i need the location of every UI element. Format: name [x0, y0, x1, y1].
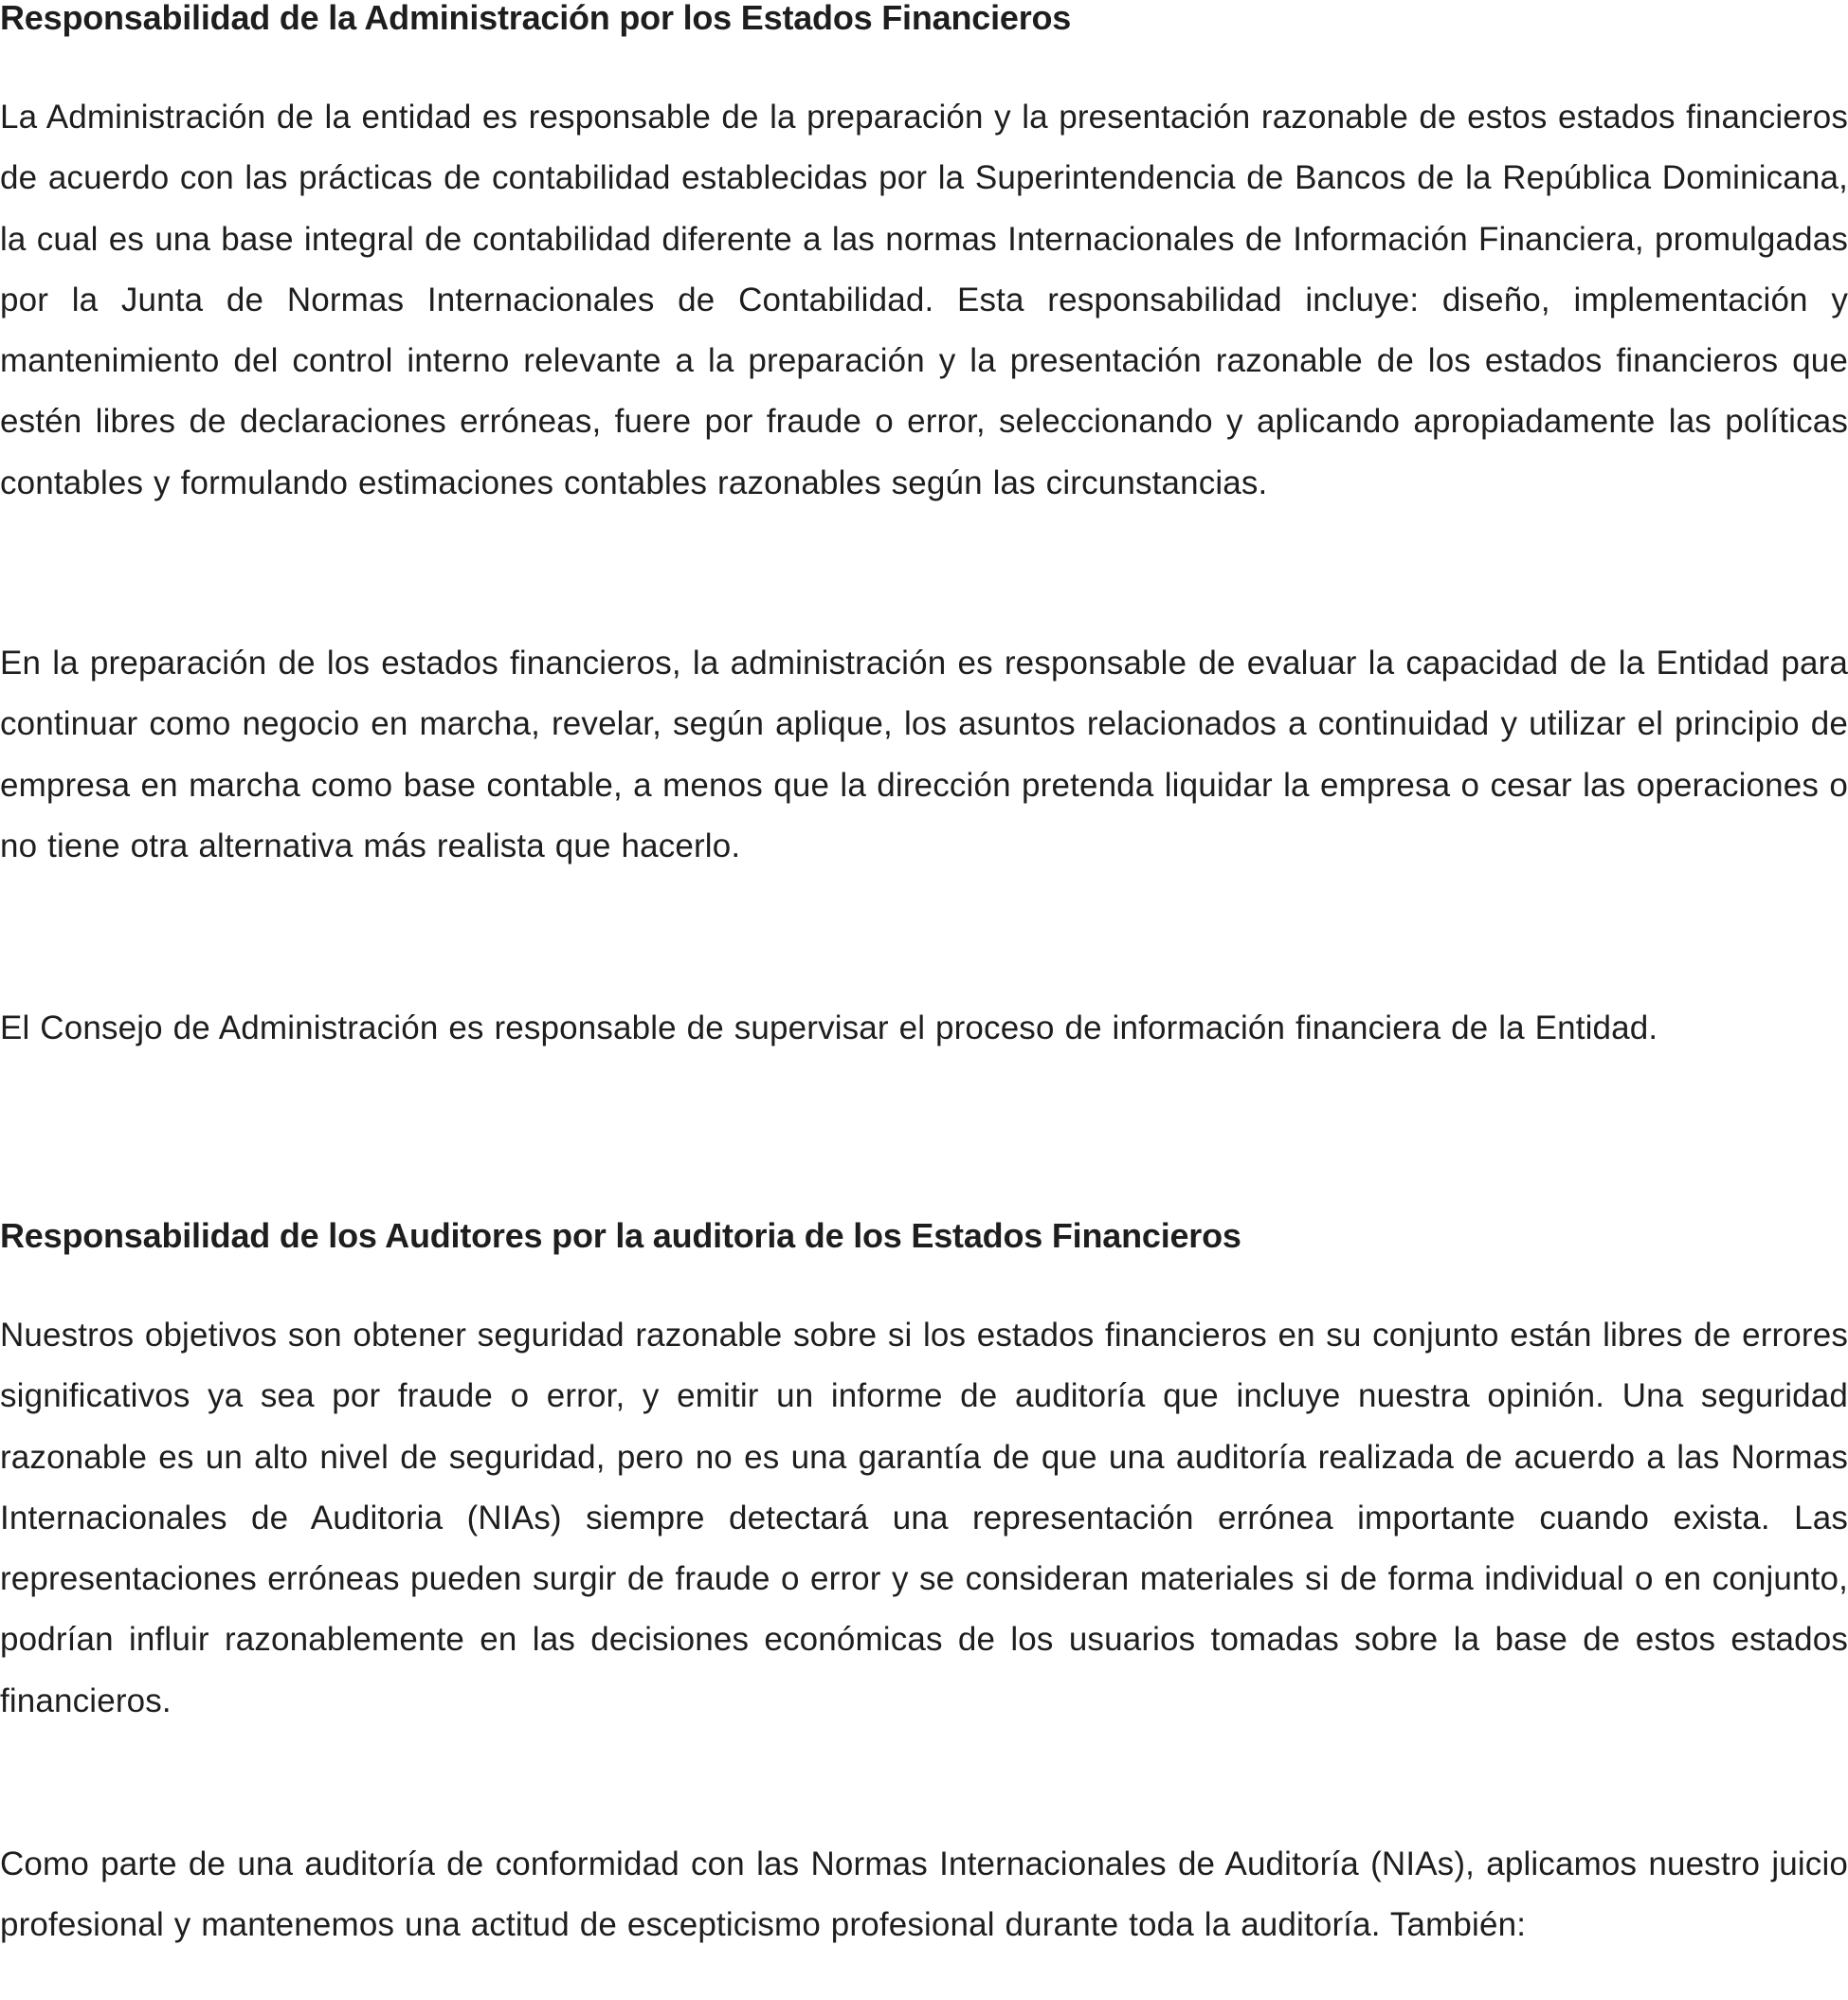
paragraph-professional-judgment: Como parte de una auditoría de conformidad con las Normas Internacionales de Auditoría (NIAs), aplicamos nuestro juicio profesional y mantenemos una actitud de escepticismo profesional durante toda la auditoría. También: [0, 1845, 1848, 1944]
section-heading-management-responsibility: Responsabilidad de la Administración por los Estados Financieros [0, 0, 1072, 37]
paragraph-audit-objectives: Nuestros objetivos son obtener seguridad razonable sobre si los estados financieros en su conjunto están libres de errores significativos ya sea por fraude o error, y emitir un informe de auditoría que incluye nuestra opinión. Una seguridad razonable es un alto nivel de seguridad, pero no es una garantía de que una auditoría realizada de acuerdo a las Normas Internacionales de Auditoria (NIAs) siempre detectará una representación errónea importante cuando exista. Las representaciones erróneas pueden surgir de fraude o error y se consideran materiales si de forma individual o en conjunto, podrían influir razonablemente en las decisiones económicas de los usuarios tomadas sobre la base de estos estados financieros. [0, 1317, 1848, 1719]
paragraph-management-responsibility: La Administración de la entidad es responsable de la preparación y la presentación razonable de estos estados financieros de acuerdo con las prácticas de contabilidad establecidas por la Superintendencia de Bancos de la República Dominicana, la cual es una base integral de contabilidad diferente a las normas Internacionales de Información Financiera, promulgadas por la Junta de Normas Internacionales de Contabilidad. Esta responsabilidad incluye: diseño, implementación y mantenimiento del control interno relevante a la preparación y la presentación razonable de los estados financieros que estén libres de declaraciones erróneas, fuere por fraude o error, seleccionando y aplicando apropiadamente las políticas contables y formulando estimaciones contables razonables según las circunstancias. [0, 99, 1848, 501]
paragraph-board-supervision: El Consejo de Administración es responsable de supervisar el proceso de información financiera de la Entidad. [0, 1009, 1658, 1046]
paragraph-going-concern: En la preparación de los estados financieros, la administración es responsable de evaluar la capacidad de la Entidad para continuar como negocio en marcha, revelar, según aplique, los asuntos relacionados a continuidad y utilizar el principio de empresa en marcha como base contable, a menos que la dirección pretenda liquidar la empresa o cesar las operaciones o no tiene otra alternativa más realista que hacerlo. [0, 645, 1848, 864]
section-heading-auditor-responsibility: Responsabilidad de los Auditores por la auditoria de los Estados Financieros [0, 1216, 1241, 1255]
